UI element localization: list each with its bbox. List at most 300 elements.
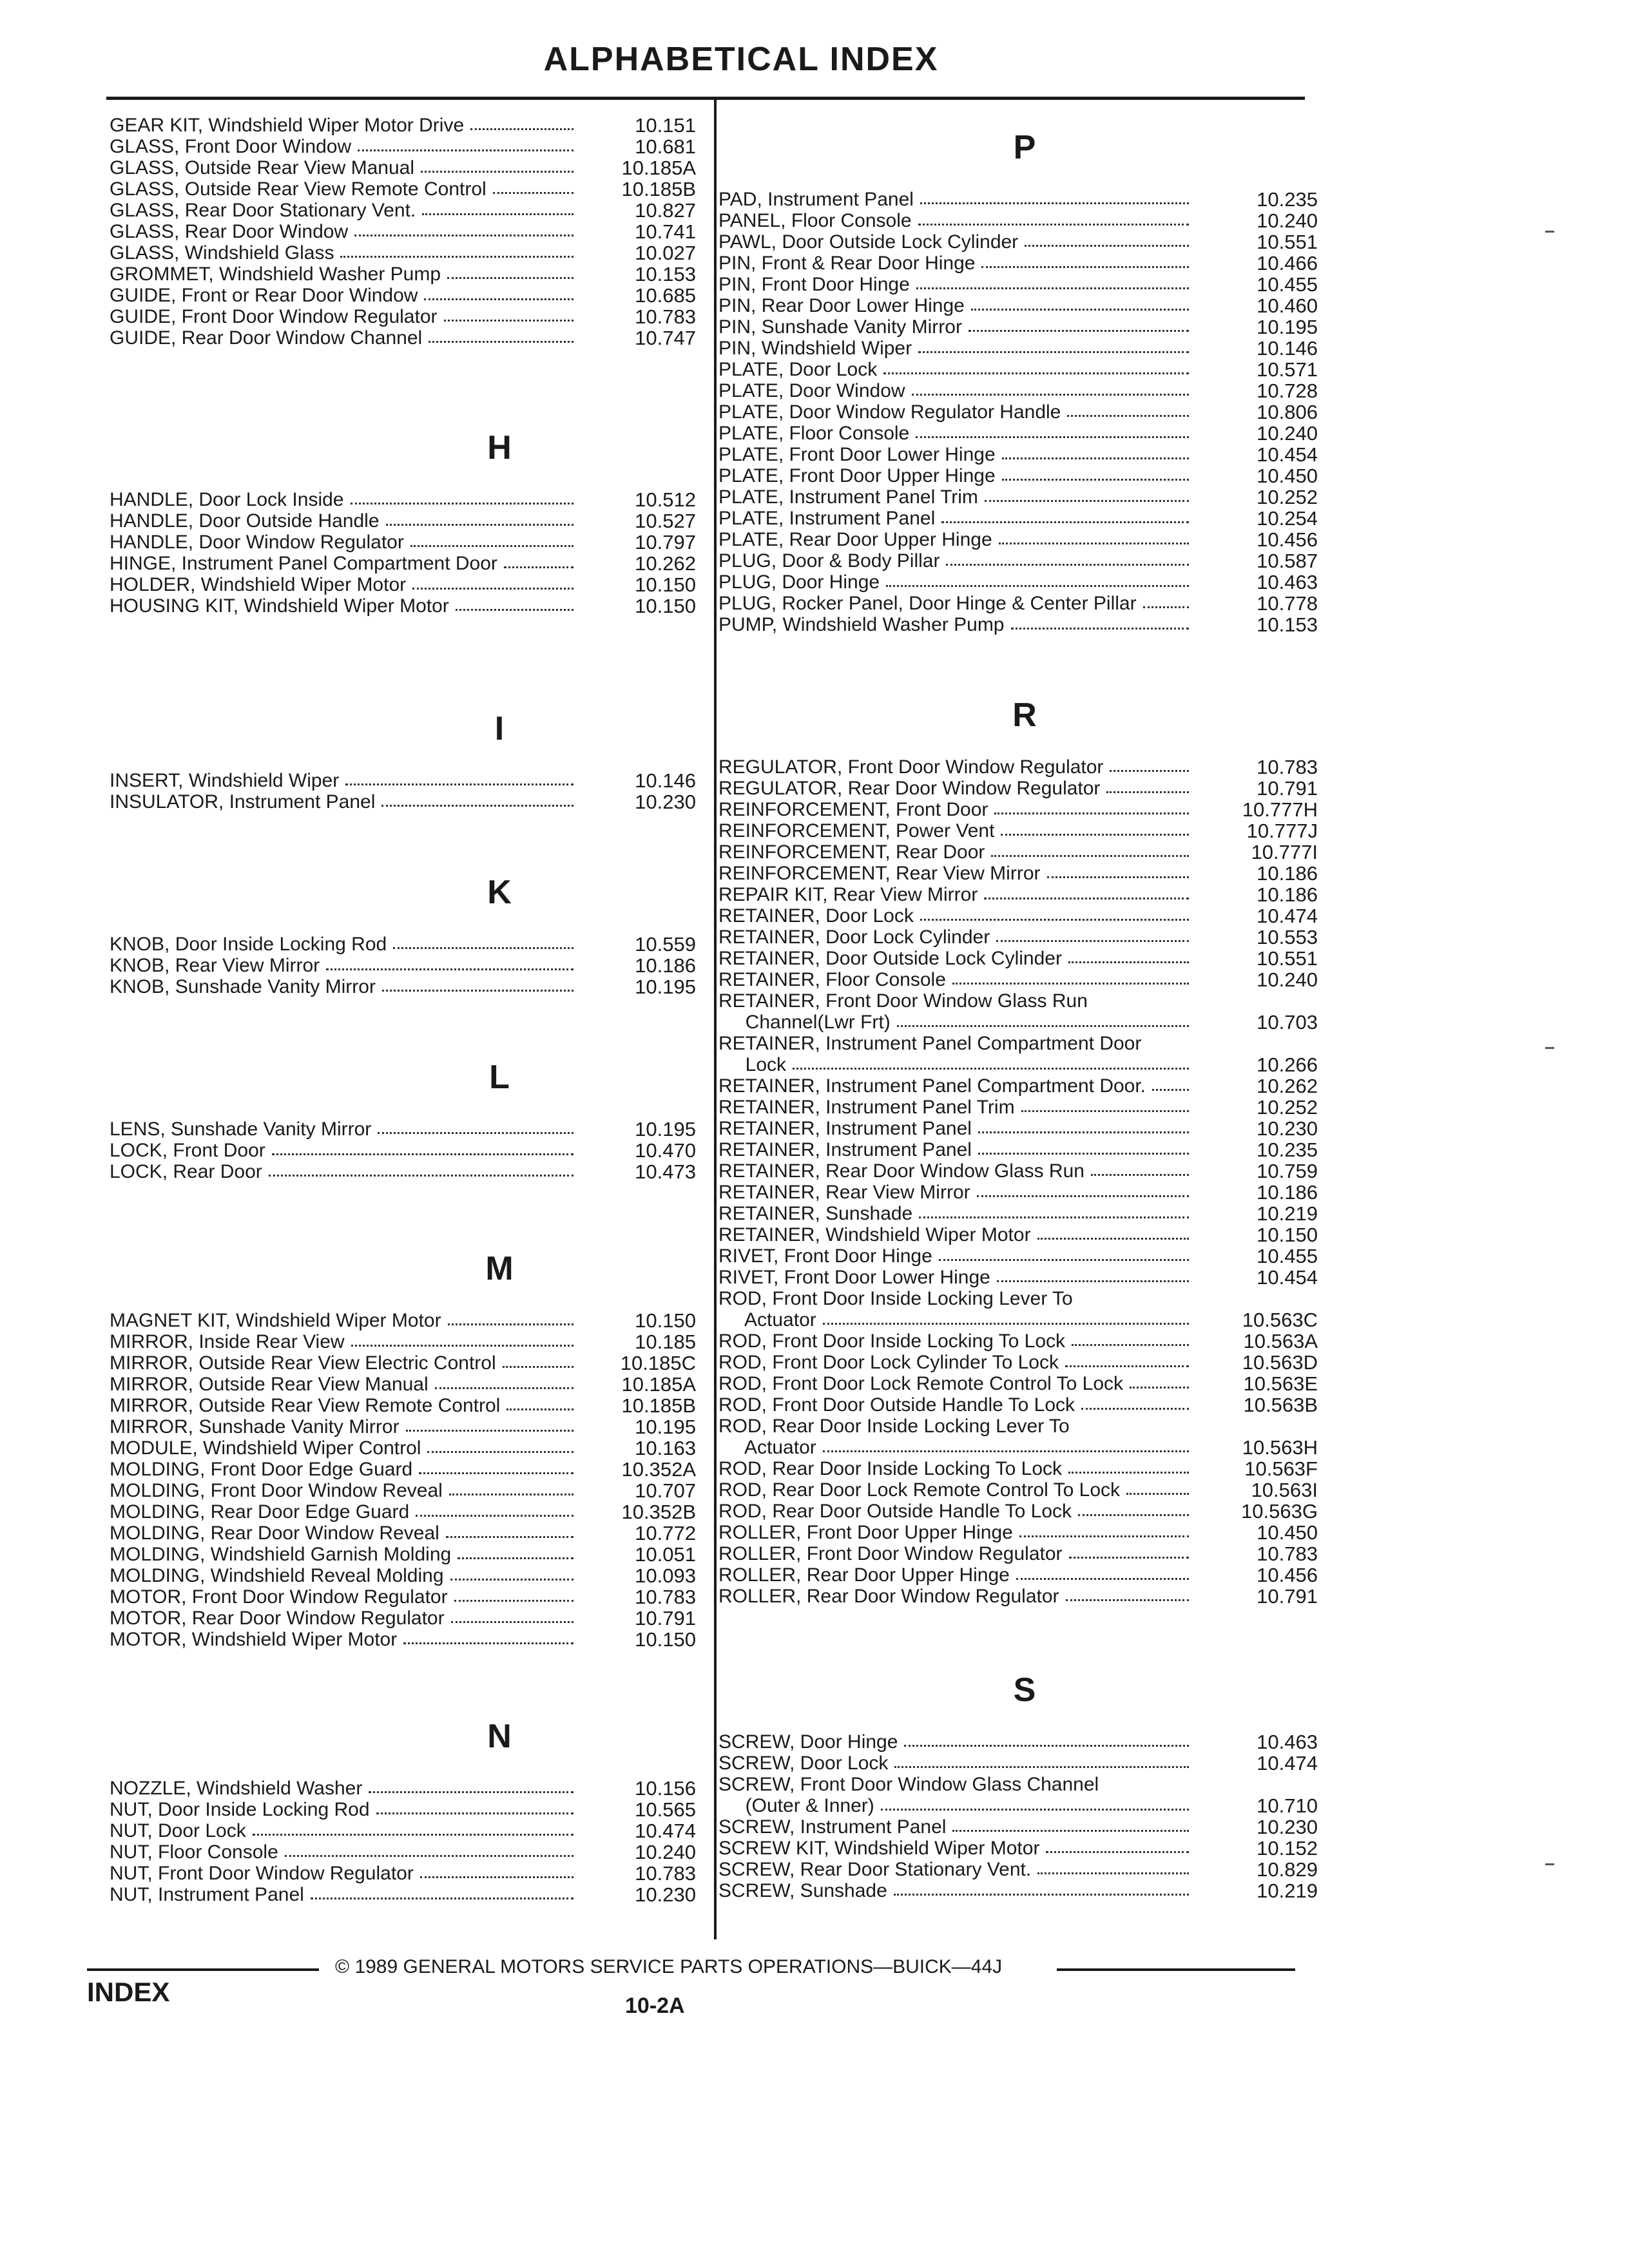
entry-name: MIRROR, Outside Rear View Manual: [110, 1374, 429, 1395]
entry-page-ref: 10.778: [1257, 592, 1318, 615]
entry-list: [110, 115, 696, 349]
dot-leader: [999, 543, 1189, 544]
index-entry: [110, 285, 696, 306]
dot-leader: [427, 1451, 574, 1453]
entry-page-ref: 10.563F: [1244, 1457, 1318, 1480]
dot-leader: [451, 1621, 574, 1623]
entry-name: NUT, Door Inside Locking Rod: [110, 1799, 370, 1820]
entry-name: RETAINER, Sunshade: [718, 1203, 913, 1224]
index-entry: [110, 1161, 696, 1182]
entry-page-ref: 10.463: [1257, 571, 1318, 593]
index-group: [110, 687, 696, 851]
dot-leader: [971, 309, 1189, 311]
entry-page-ref: 10.151: [635, 114, 696, 137]
entry-page-ref: 10.797: [635, 531, 696, 553]
index-entry: [110, 791, 696, 812]
entry-name: RETAINER, Instrument Panel Compartment Door.: [718, 1075, 1146, 1097]
dot-leader: [1046, 1851, 1189, 1853]
dot-leader: [326, 968, 574, 970]
entry-page-ref: 10.163: [635, 1437, 696, 1459]
entry-name: RETAINER, Door Lock: [718, 905, 914, 927]
index-entry: [718, 799, 1318, 820]
entry-page-ref: 10.563B: [1243, 1394, 1318, 1416]
index-entry: [718, 1245, 1318, 1267]
entry-page-ref: 10.240: [1257, 422, 1318, 445]
entry-page-ref: 10.456: [1257, 1564, 1318, 1586]
index-entry: [110, 553, 696, 574]
index-entry: [110, 1480, 696, 1501]
entry-page-ref: 10.185A: [621, 157, 696, 179]
entry-page-ref: 10.352A: [621, 1458, 696, 1481]
entry-page-ref: 10.829: [1257, 1858, 1318, 1881]
dot-leader: [450, 1579, 574, 1581]
index-entry: [110, 1140, 696, 1161]
dot-leader: [269, 1175, 574, 1177]
entry-name: RETAINER, Instrument Panel: [718, 1118, 972, 1139]
dot-leader: [1130, 1387, 1189, 1389]
dot-leader: [406, 1430, 574, 1432]
index-entry: [718, 1816, 1318, 1838]
group-spacer: [110, 349, 696, 407]
entry-name: RETAINER, Rear Door Window Glass Run: [718, 1160, 1084, 1182]
index-entry: [718, 295, 1318, 316]
footer-rule-left: [87, 1968, 319, 1971]
index-entry: [718, 614, 1318, 635]
dot-leader: [345, 783, 574, 785]
index-entry: [110, 1437, 696, 1459]
dot-leader: [351, 1345, 574, 1347]
entry-name: Channel(Lwr Frt): [718, 1012, 891, 1033]
dot-leader: [378, 1132, 574, 1134]
index-entry: [718, 1774, 1318, 1795]
entry-page-ref: 10.230: [635, 1883, 696, 1906]
entry-name: GROMMET, Windshield Washer Pump: [110, 264, 441, 285]
index-entry: [718, 1224, 1318, 1245]
entry-page-ref: 10.156: [635, 1777, 696, 1800]
right-column: [718, 106, 1318, 1916]
entry-page-ref: 10.252: [1257, 486, 1318, 508]
index-entry: [110, 595, 696, 617]
group-spacer: [110, 1650, 696, 1695]
index-entry: [718, 274, 1318, 295]
index-entry: [718, 401, 1318, 423]
group-spacer: [718, 1901, 1318, 1916]
entry-name: Lock: [718, 1054, 787, 1075]
index-entry: [110, 934, 696, 955]
index-entry: [718, 550, 1318, 572]
dot-leader: [410, 545, 574, 547]
dot-leader: [904, 1745, 1189, 1747]
dot-leader: [446, 1536, 574, 1538]
index-entry: [110, 489, 696, 510]
index-entry: [718, 1267, 1318, 1288]
entry-page-ref: 10.186: [1257, 1181, 1318, 1204]
entry-page-ref: 10.352B: [621, 1501, 696, 1523]
entry-name: ROD, Front Door Inside Locking To Lock: [718, 1331, 1066, 1352]
dot-leader: [920, 202, 1189, 204]
index-group: [718, 1649, 1318, 1916]
index-entry: [718, 444, 1318, 465]
entry-name: REINFORCEMENT, Front Door: [718, 799, 988, 820]
entry-page-ref: 10.185B: [621, 1394, 696, 1417]
entry-page-ref: 10.186: [635, 954, 696, 977]
dot-leader: [916, 287, 1189, 289]
index-entry: [718, 1160, 1318, 1182]
section-letter: K: [487, 874, 512, 911]
entry-name: RETAINER, Rear View Mirror: [718, 1182, 970, 1203]
entry-page-ref: 10.777I: [1251, 841, 1318, 863]
section-letter: M: [485, 1250, 514, 1287]
index-entry: [110, 955, 696, 976]
index-group: [110, 1695, 696, 1919]
entry-page-ref: 10.710: [1257, 1794, 1318, 1817]
dot-leader: [420, 1876, 574, 1878]
entry-name: LENS, Sunshade Vanity Mirror: [110, 1119, 372, 1140]
index-entry: [718, 1182, 1318, 1203]
entry-name: PIN, Sunshade Vanity Mirror: [718, 316, 962, 338]
group-spacer: [718, 1607, 1318, 1649]
entry-name: MOTOR, Windshield Wiper Motor: [110, 1629, 398, 1650]
dot-leader: [881, 1809, 1189, 1811]
entry-name: SCREW, Front Door Window Glass Channel: [718, 1774, 1099, 1795]
section-letter: I: [494, 710, 505, 747]
entry-name: ROD, Front Door Inside Locking Lever To: [718, 1288, 1073, 1309]
dot-leader: [444, 320, 574, 322]
dot-leader: [793, 1068, 1189, 1070]
index-entry: [718, 1586, 1318, 1607]
dot-leader: [883, 372, 1189, 374]
entry-page-ref: 10.563E: [1243, 1372, 1318, 1395]
dot-leader: [1065, 1365, 1189, 1367]
entry-name: MIRROR, Outside Rear View Electric Control: [110, 1352, 496, 1374]
entry-list: [110, 489, 696, 617]
entry-name: RETAINER, Door Outside Lock Cylinder: [718, 948, 1062, 969]
entry-page-ref: 10.474: [635, 1820, 696, 1842]
dot-leader: [449, 1494, 574, 1495]
entry-page-ref: 10.747: [635, 327, 696, 349]
index-entry: [718, 1373, 1318, 1394]
entry-name: NOZZLE, Windshield Washer: [110, 1778, 363, 1799]
index-entry: [718, 1118, 1318, 1139]
entry-name: MOLDING, Front Door Window Reveal: [110, 1480, 443, 1501]
entry-name: LOCK, Front Door: [110, 1140, 265, 1161]
entry-name: RIVET, Front Door Lower Hinge: [718, 1267, 990, 1288]
entry-name: ROLLER, Rear Door Upper Hinge: [718, 1564, 1010, 1586]
entry-page-ref: 10.186: [1257, 862, 1318, 885]
entry-name: PIN, Windshield Wiper: [718, 338, 912, 359]
entry-page-ref: 10.153: [635, 263, 696, 285]
index-entry: [110, 1629, 696, 1650]
index-entry: [110, 1501, 696, 1523]
entry-page-ref: 10.783: [635, 1862, 696, 1885]
entry-page-ref: 10.150: [635, 573, 696, 596]
entry-name: HOUSING KIT, Windshield Wiper Motor: [110, 595, 449, 617]
entry-name: Actuator: [718, 1437, 816, 1458]
index-entry: [110, 1119, 696, 1140]
page-title: ALPHABETICAL INDEX: [543, 41, 939, 78]
group-spacer: [110, 1182, 696, 1227]
section-letter: S: [1013, 1671, 1036, 1709]
group-spacer: [110, 997, 696, 1036]
dot-leader: [1002, 457, 1189, 459]
entry-name: MOLDING, Windshield Reveal Molding: [110, 1565, 444, 1586]
index-entry: [110, 1863, 696, 1884]
index-entry: [718, 1564, 1318, 1586]
entry-name: PUMP, Windshield Washer Pump: [718, 614, 1005, 635]
dot-leader: [421, 171, 574, 173]
entry-name: LOCK, Rear Door: [110, 1161, 262, 1182]
entry-page-ref: 10.454: [1257, 1266, 1318, 1289]
index-entry: [110, 115, 696, 136]
entry-page-ref: 10.456: [1257, 528, 1318, 551]
index-entry: [110, 1799, 696, 1820]
entry-name: MOLDING, Rear Door Window Reveal: [110, 1523, 439, 1544]
entry-page-ref: 10.230: [1257, 1816, 1318, 1838]
entry-name: ROLLER, Rear Door Window Regulator: [718, 1586, 1059, 1607]
footer-copyright: © 1989 GENERAL MOTORS SERVICE PARTS OPERATIONS—BUICK—44J: [335, 1956, 1003, 1977]
entry-name: GLASS, Windshield Glass: [110, 242, 334, 264]
group-spacer: [718, 635, 1318, 674]
entry-page-ref: 10.460: [1257, 294, 1318, 317]
entry-page-ref: 10.027: [635, 242, 696, 264]
entry-page-ref: 10.153: [1257, 613, 1318, 636]
index-entry: [110, 1374, 696, 1395]
entry-name: MIRROR, Outside Rear View Remote Control: [110, 1395, 501, 1416]
entry-page-ref: 10.551: [1257, 947, 1318, 970]
entry-name: REPAIR KIT, Rear View Mirror: [718, 884, 978, 905]
entry-page-ref: 10.195: [1257, 316, 1318, 338]
entry-name: SCREW KIT, Windshield Wiper Motor: [718, 1838, 1040, 1859]
index-entry: [718, 1437, 1318, 1458]
entry-name: ROD, Front Door Lock Cylinder To Lock: [718, 1352, 1059, 1373]
entry-page-ref: 10.563H: [1242, 1436, 1318, 1459]
entry-page-ref: 10.587: [1257, 550, 1318, 572]
footer-section-label: INDEX: [87, 1977, 170, 2007]
entry-name: PLATE, Rear Door Upper Hinge: [718, 529, 992, 550]
dot-leader: [894, 1894, 1189, 1896]
dot-leader: [916, 436, 1189, 438]
entry-page-ref: 10.230: [635, 791, 696, 813]
index-entry: [110, 1841, 696, 1863]
entry-name: RETAINER, Instrument Panel Compartment Door: [718, 1033, 1142, 1054]
entry-name: ROD, Front Door Lock Remote Control To Lock: [718, 1373, 1124, 1394]
entry-page-ref: 10.185C: [620, 1352, 696, 1374]
index-entry: [718, 253, 1318, 274]
entry-name: RETAINER, Instrument Panel: [718, 1139, 972, 1160]
entry-page-ref: 10.266: [1257, 1053, 1318, 1076]
entry-page-ref: 10.759: [1257, 1160, 1318, 1182]
entry-page-ref: 10.262: [1257, 1075, 1318, 1097]
dot-leader: [823, 1450, 1189, 1452]
entry-name: MIRROR, Inside Rear View: [110, 1331, 345, 1352]
index-entry: [110, 976, 696, 997]
entry-name: MIRROR, Sunshade Vanity Mirror: [110, 1416, 400, 1437]
entry-page-ref: 10.150: [635, 595, 696, 617]
entry-name: HANDLE, Door Window Regulator: [110, 532, 404, 553]
index-entry: [718, 1203, 1318, 1224]
entry-page-ref: 10.777J: [1246, 820, 1318, 842]
dot-leader: [376, 1812, 574, 1814]
index-entry: [718, 1543, 1318, 1564]
entry-name: MOTOR, Rear Door Window Regulator: [110, 1608, 445, 1629]
index-entry: [718, 820, 1318, 841]
dot-leader: [285, 1855, 574, 1857]
entry-list: [718, 756, 1318, 1607]
entry-name: MOTOR, Front Door Window Regulator: [110, 1586, 448, 1608]
entry-name: MOLDING, Rear Door Edge Guard: [110, 1501, 410, 1523]
entry-page-ref: 10.473: [635, 1160, 696, 1183]
index-entry: [718, 1033, 1318, 1054]
dot-leader: [382, 990, 574, 992]
dot-leader: [311, 1898, 574, 1899]
entry-name: MODULE, Windshield Wiper Control: [110, 1437, 421, 1459]
dot-leader: [447, 277, 574, 279]
index-entry: [718, 1753, 1318, 1774]
entry-page-ref: 10.791: [1257, 777, 1318, 800]
index-entry: [110, 532, 696, 553]
entry-page-ref: 10.783: [1257, 756, 1318, 778]
entry-name: PANEL, Floor Console: [718, 210, 912, 231]
entry-list: [110, 1778, 696, 1905]
dot-leader: [1143, 606, 1189, 608]
entry-name: PIN, Front Door Hinge: [718, 274, 910, 295]
dot-leader: [991, 855, 1189, 857]
entry-page-ref: 10.240: [635, 1841, 696, 1863]
entry-page-ref: 10.450: [1257, 1521, 1318, 1544]
entry-name: SCREW, Door Lock: [718, 1753, 889, 1774]
entry-name: KNOB, Sunshade Vanity Mirror: [110, 976, 376, 997]
index-group: [110, 1036, 696, 1227]
index-entry: [110, 770, 696, 791]
dot-leader: [941, 521, 1189, 523]
dot-leader: [1066, 1599, 1189, 1601]
dot-leader: [412, 588, 574, 590]
entry-name: KNOB, Rear View Mirror: [110, 955, 320, 976]
dot-leader: [952, 1830, 1189, 1832]
dot-leader: [393, 947, 574, 949]
dot-leader: [897, 1025, 1189, 1027]
entry-name: GUIDE, Front or Rear Door Window: [110, 285, 418, 306]
index-entry: [110, 1352, 696, 1374]
index-group: [110, 851, 696, 1036]
dot-leader: [424, 298, 574, 300]
entry-page-ref: 10.791: [635, 1607, 696, 1629]
entry-page-ref: 10.240: [1257, 209, 1318, 232]
dot-leader: [416, 1515, 574, 1517]
entry-name: SCREW, Rear Door Stationary Vent.: [718, 1859, 1032, 1880]
index-entry: [718, 1522, 1318, 1543]
entry-name: PLATE, Door Lock: [718, 359, 878, 380]
entry-name: REGULATOR, Front Door Window Regulator: [718, 756, 1104, 778]
entry-page-ref: 10.565: [635, 1798, 696, 1821]
entry-page-ref: 10.455: [1257, 1245, 1318, 1267]
section-letter: P: [1013, 129, 1036, 166]
index-entry: [718, 1479, 1318, 1501]
dot-leader: [939, 1259, 1189, 1261]
dot-leader: [458, 1557, 574, 1559]
entry-page-ref: 10.235: [1257, 188, 1318, 211]
section-letter: H: [487, 429, 512, 466]
entry-name: GLASS, Outside Rear View Remote Control: [110, 178, 487, 200]
index-entry: [110, 327, 696, 349]
index-entry: [110, 1820, 696, 1841]
entry-name: GLASS, Rear Door Window: [110, 221, 349, 242]
index-entry: [110, 157, 696, 178]
dot-leader: [448, 1323, 574, 1325]
entry-name: PLUG, Door & Body Pillar: [718, 550, 940, 572]
index-entry: [718, 465, 1318, 486]
entry-page-ref: 10.474: [1257, 905, 1318, 927]
dot-leader: [351, 503, 574, 505]
dot-leader: [1068, 1472, 1189, 1474]
index-entry: [718, 1458, 1318, 1479]
dot-leader: [419, 1472, 574, 1474]
entry-name: INSULATOR, Instrument Panel: [110, 791, 376, 812]
entry-name: PLATE, Front Door Upper Hinge: [718, 465, 996, 486]
dot-leader: [1019, 1535, 1189, 1537]
dot-leader: [504, 566, 574, 568]
entry-page-ref: 10.150: [635, 1309, 696, 1332]
index-entry: [110, 242, 696, 264]
entry-page-ref: 10.051: [635, 1543, 696, 1566]
index-entry: [718, 316, 1318, 338]
index-entry: [110, 178, 696, 200]
index-entry: [718, 1352, 1318, 1373]
index-entry: [718, 948, 1318, 969]
dot-leader: [886, 585, 1189, 587]
entry-name: REINFORCEMENT, Power Vent: [718, 820, 995, 841]
entry-page-ref: 10.463: [1257, 1731, 1318, 1753]
entry-page-ref: 10.150: [1257, 1224, 1318, 1246]
entry-name: PAWL, Door Outside Lock Cylinder: [718, 231, 1019, 253]
entry-name: ROD, Rear Door Inside Locking To Lock: [718, 1458, 1063, 1479]
dot-leader: [1011, 628, 1190, 629]
dot-leader: [918, 224, 1189, 226]
entry-name: Actuator: [718, 1309, 816, 1331]
index-entry: [718, 572, 1318, 593]
index-entry: [718, 1097, 1318, 1118]
entry-name: RETAINER, Floor Console: [718, 969, 946, 990]
entry-name: RETAINER, Door Lock Cylinder: [718, 927, 990, 948]
entry-page-ref: 10.728: [1257, 380, 1318, 402]
dot-leader: [912, 394, 1189, 396]
dot-leader: [977, 1195, 1189, 1197]
entry-page-ref: 10.219: [1257, 1879, 1318, 1902]
dot-leader: [422, 213, 574, 215]
index-entry: [718, 189, 1318, 210]
dot-leader: [1037, 1872, 1189, 1874]
section-letter: R: [1012, 697, 1037, 734]
entry-page-ref: 10.470: [635, 1139, 696, 1162]
entry-name: RETAINER, Instrument Panel Trim: [718, 1097, 1015, 1118]
entry-page-ref: 10.563A: [1243, 1330, 1318, 1352]
index-group: [110, 407, 696, 687]
entry-name: ROD, Rear Door Inside Locking Lever To: [718, 1416, 1070, 1437]
index-entry: [718, 990, 1318, 1012]
entry-name: REGULATOR, Rear Door Window Regulator: [718, 778, 1101, 799]
dot-leader: [429, 341, 574, 343]
dot-leader: [823, 1323, 1189, 1325]
entry-name: REINFORCEMENT, Rear Door: [718, 841, 985, 863]
entry-name: ROD, Front Door Outside Handle To Lock: [718, 1394, 1075, 1416]
index-entry: [718, 1331, 1318, 1352]
entry-name: RETAINER, Front Door Window Glass Run: [718, 990, 1088, 1012]
group-spacer: [110, 617, 696, 687]
dot-leader: [381, 805, 574, 807]
entry-page-ref: 10.703: [1257, 1011, 1318, 1033]
dot-leader: [354, 235, 574, 236]
dot-leader: [1078, 1514, 1189, 1516]
